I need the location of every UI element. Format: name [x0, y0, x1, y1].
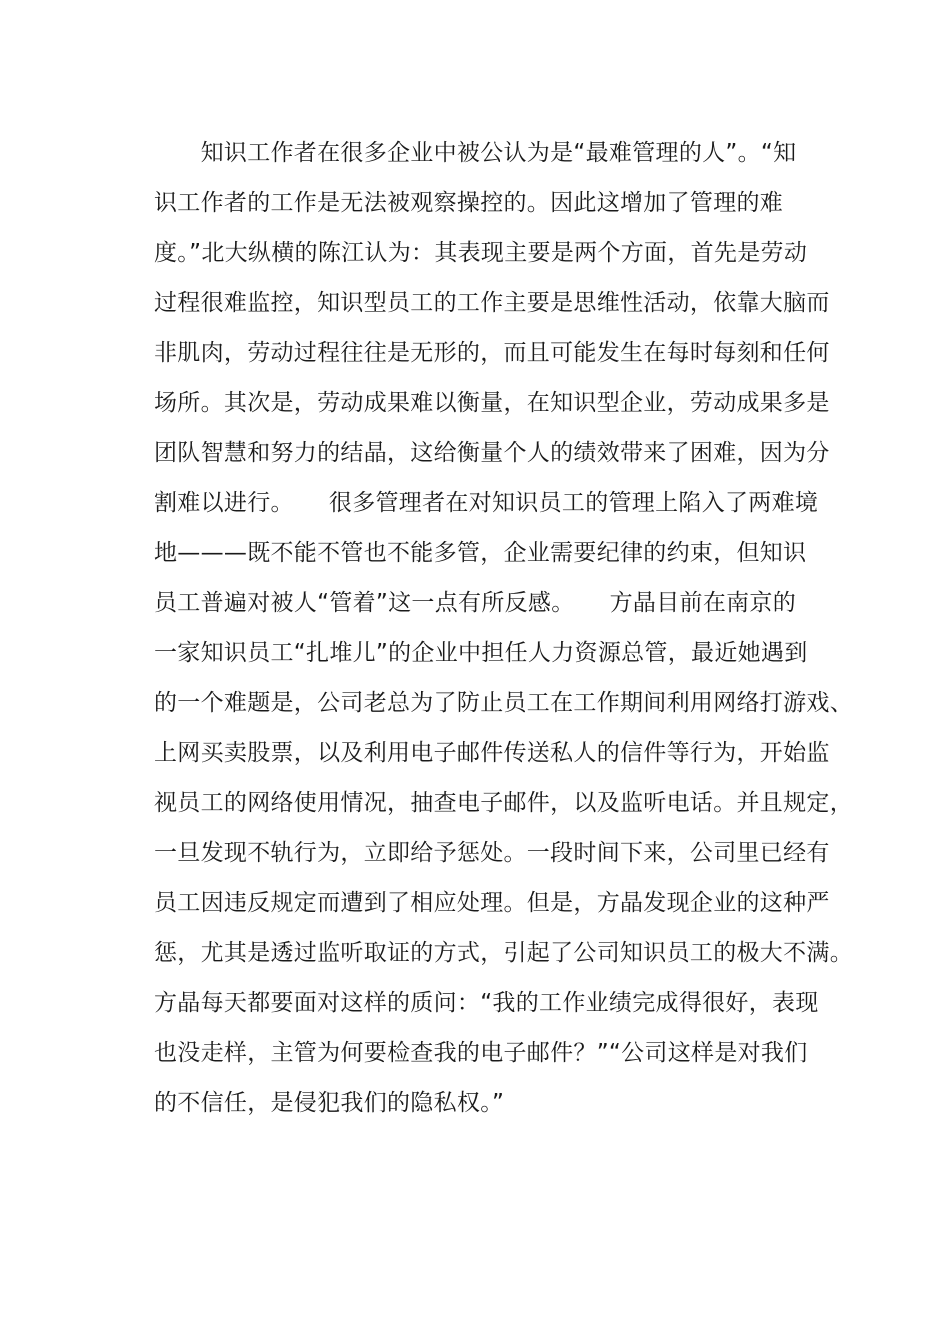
text-line: 惩，尤其是透过监听取证的方式，引起了公司知识员工的极大不满。 [154, 940, 853, 966]
text-line: 视员工的网络使用情况，抽查电子邮件，以及监听电话。并且规定， [154, 790, 853, 816]
text-line: 团队智慧和努力的结晶，这给衡量个人的绩效带来了困难，因为分 [154, 440, 830, 466]
body-text [154, 128, 854, 1128]
text-line: 的一个难题是，公司老总为了防止员工在工作期间利用网络打游戏、 [154, 690, 853, 716]
text-line: 度。”北大纵横的陈江认为：其表现主要是两个方面，首先是劳动 [154, 240, 808, 266]
text-line: 非肌肉，劳动过程往往是无形的，而且可能发生在每时每刻和任何 [154, 340, 830, 366]
text-line: 方晶每天都要面对这样的质问：“我的工作业绩完成得很好，表现 [154, 990, 819, 1016]
text-line: 的不信任，是侵犯我们的隐私权。” [154, 1090, 505, 1116]
text-line: 过程很难监控，知识型员工的工作主要是思维性活动，依靠大脑而 [154, 290, 830, 316]
text-line: 员工因违反规定而遭到了相应处理。但是，方晶发现企业的这种严 [154, 890, 830, 916]
text-line: 识工作者的工作是无法被观察操控的。因此这增加了管理的难 [154, 190, 784, 216]
text-line: 员工普遍对被人“管着”这一点有所反感。 方晶目前在南京的 [154, 590, 797, 616]
text-line: 一旦发现不轨行为，立即给予惩处。一段时间下来，公司里已经有 [154, 840, 830, 866]
text-line: 上网买卖股票，以及利用电子邮件传送私人的信件等行为，开始监 [154, 740, 830, 766]
text-line: 地———既不能不管也不能多管，企业需要纪律的约束，但知识 [154, 540, 807, 566]
text-line: 一家知识员工“扎堆儿”的企业中担任人力资源总管，最近她遇到 [154, 640, 808, 666]
text-line: 场所。其次是，劳动成果难以衡量，在知识型企业，劳动成果多是 [154, 390, 830, 416]
text-line: 知识工作者在很多企业中被公认为是“最难管理的人”。“知 [154, 140, 797, 166]
text-line: 也没走样，主管为何要检查我的电子邮件？”“公司这样是对我们 [154, 1040, 808, 1066]
text-line: 割难以进行。 很多管理者在对知识员工的管理上陷入了两难境 [154, 490, 819, 516]
